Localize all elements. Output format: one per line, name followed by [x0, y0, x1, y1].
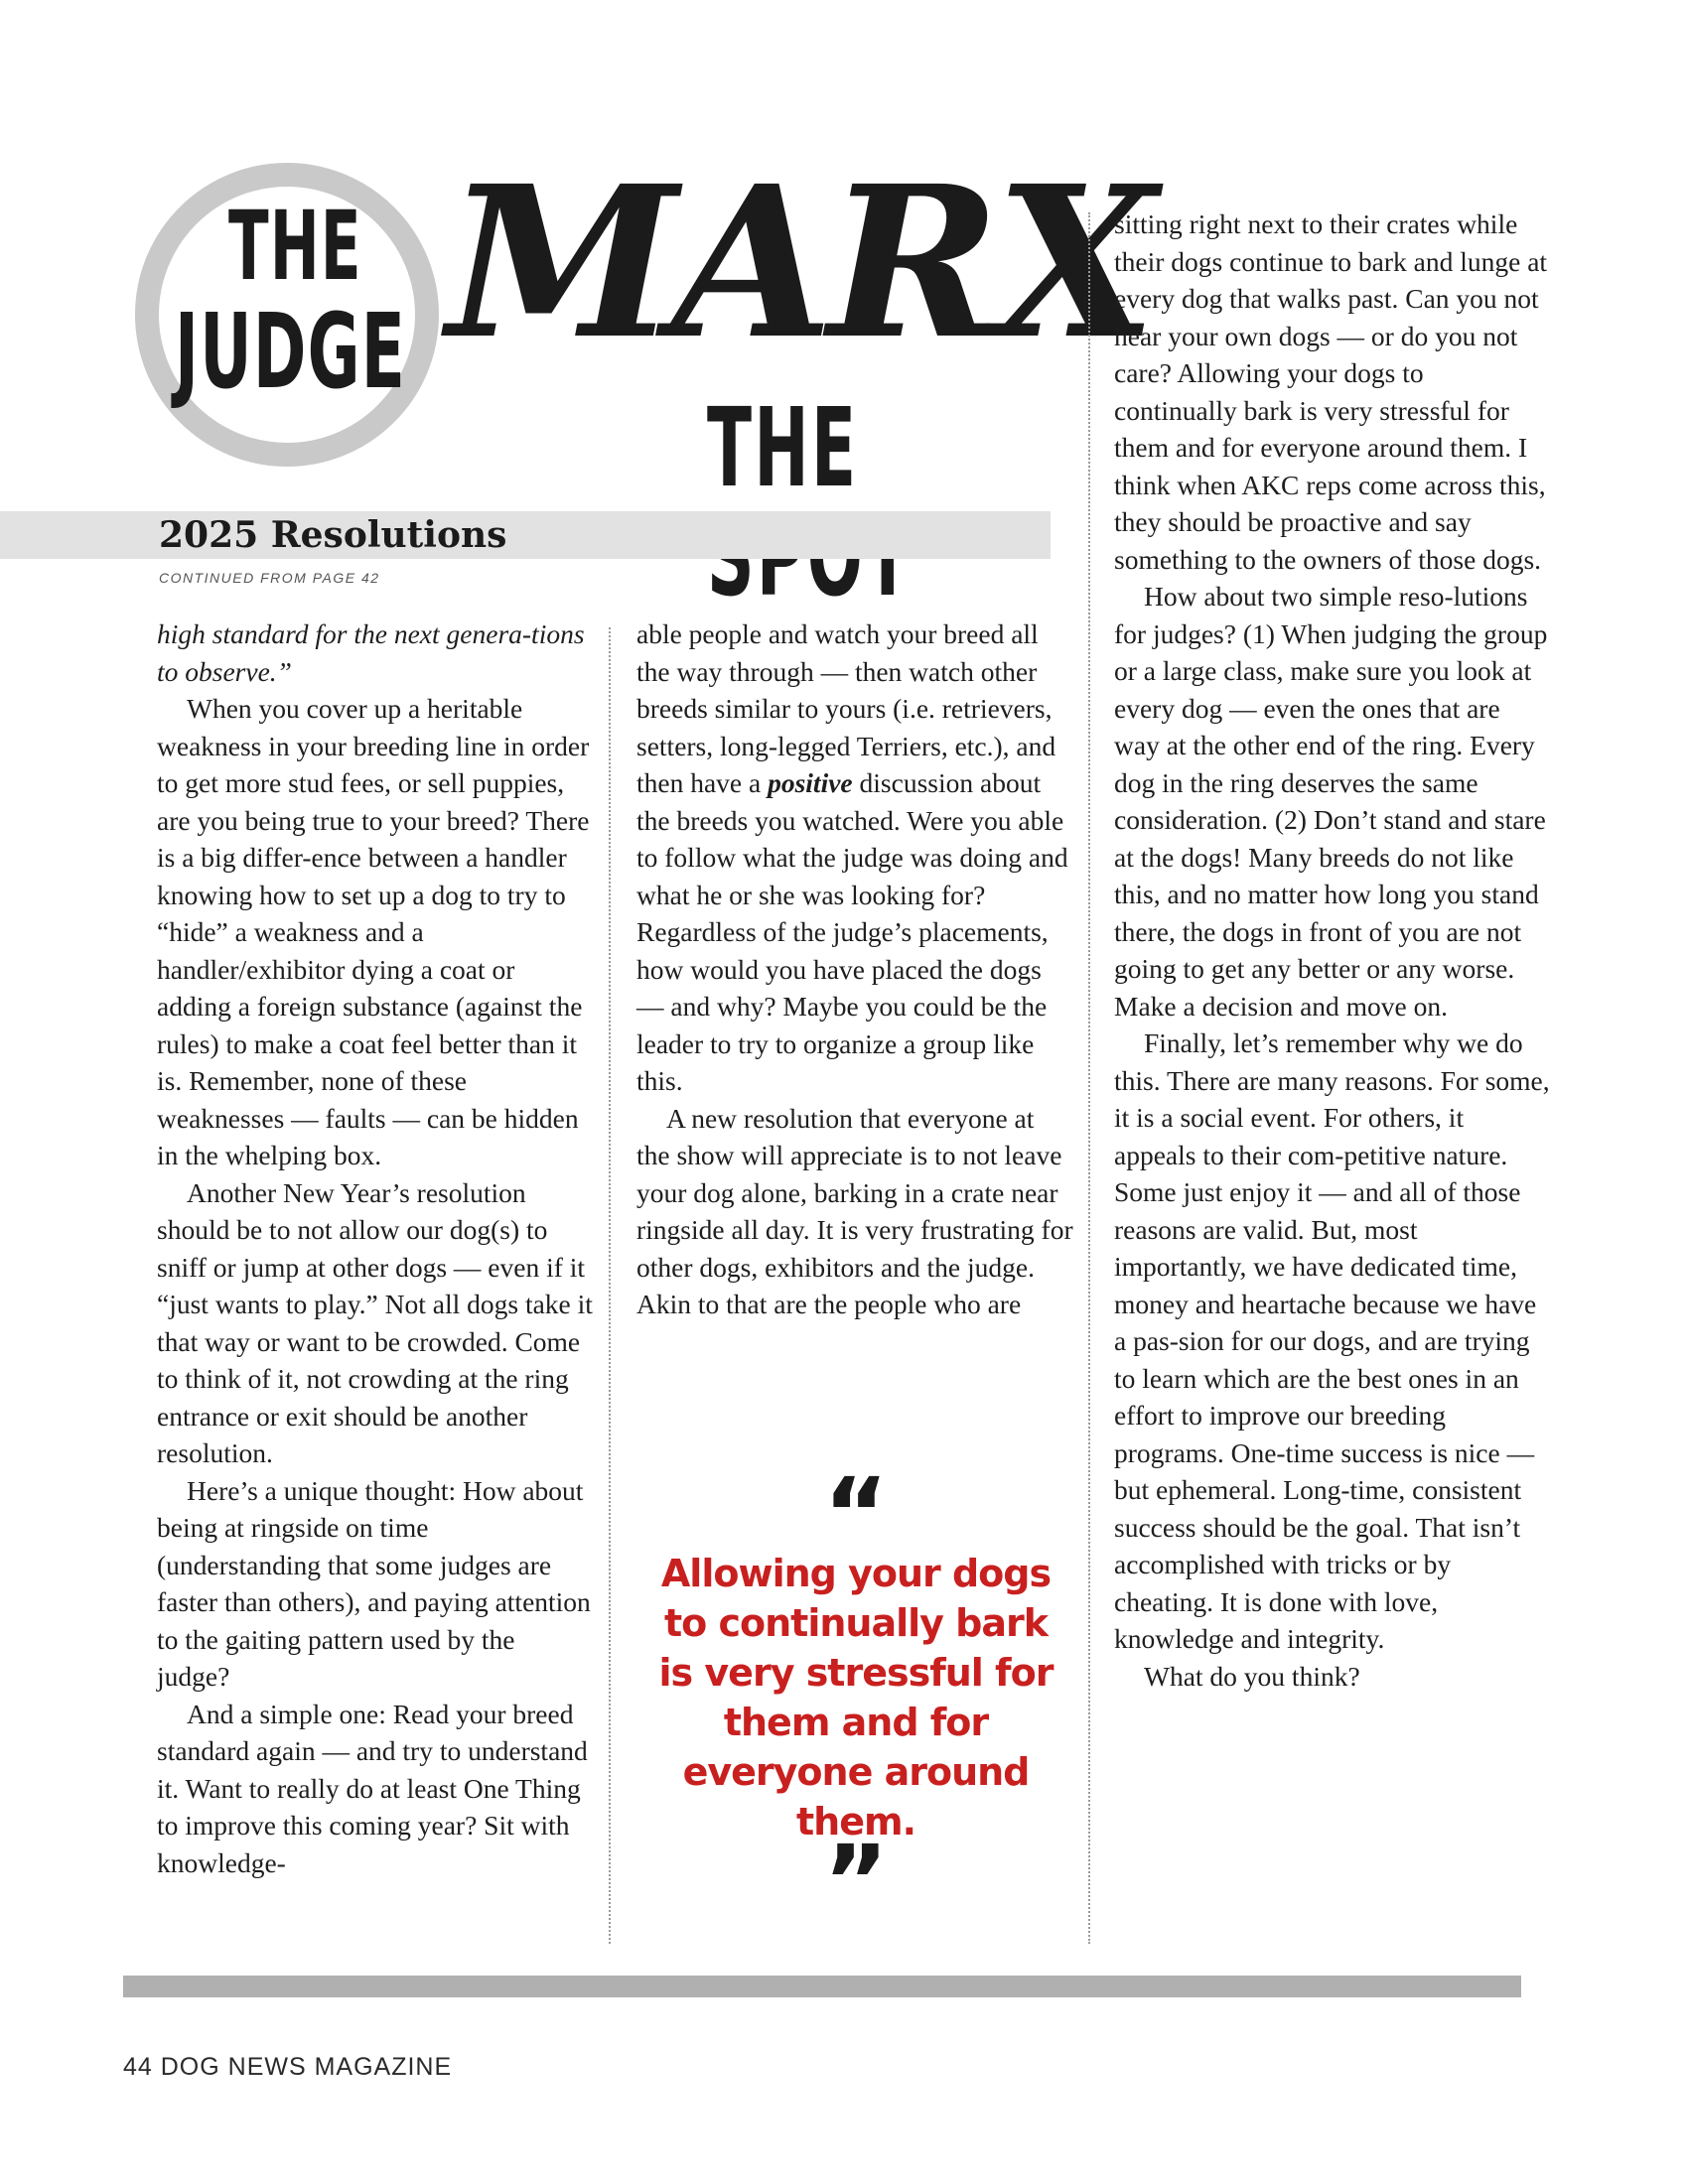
paragraph: Another New Year’s resolution should be to not allow our dog(s) to sniff or jump at other dogs — even if it “just wants to play.” Not all dogs take it that way or want to be crowded. Come to think of it, not crowding at the ring entrance or exit should be another resolution.	[157, 1176, 593, 1468]
close-quote-icon: ”	[823, 1824, 889, 1940]
logo-the-spot: THE	[707, 384, 859, 511]
section-header-bar	[0, 511, 1051, 559]
quote-ending: high standard for the next genera-tions to observe.”	[157, 618, 585, 687]
continued-note: CONTINUED FROM PAGE 42	[159, 570, 380, 586]
paragraph: When you cover up a heritable weakness in your breeding line in order to get more stud fees, or sell puppies, are you being true to your breed? There is a big differ-ence between a handler knowing how to set up a dog to try to “hide” a weakness and a handler/exhibitor dying a coat or adding a foreign substance (against the rules) to make a coat feel better than it is. Remember, none of these weaknesses — faults — can be hidden in the whelping box.	[157, 693, 590, 1170]
paragraph	[157, 615, 594, 690]
paragraph	[636, 615, 1073, 1100]
section-title: 2025 Resolutions	[159, 514, 507, 556]
paragraph: Here’s a unique thought: How about being at ringside on time (understanding that some judges are faster than others), and paying attention to the gaiting pattern used by the judge?	[157, 1474, 591, 1692]
page-footer: 44 DOG NEWS MAGAZINE	[123, 2053, 453, 2081]
emphasis: positive	[768, 767, 853, 798]
logo-the: THE	[228, 191, 362, 302]
paragraph: How about two simple reso-lutions for judges? (1) When judging the group or a large class, make sure you look at every dog — even the ones that are way at the other end of the ring. Every dog in the ring deserves the same consideration. (2) Don’t stand and stare at the dogs! Many breeds do not like this, and no matter how long you stand there, the dogs in front of you are not going to get any better or any worse. Make a decision and move on.	[1114, 581, 1548, 1022]
paragraph: Finally, let’s remember why we do this. There are many reasons. For some, it is a social event. For others, it appeals to their com-petitive nature. Some just enjoy it — and all of those reasons are valid. But, most importantly, we have dedicated time, money and heartache because we have a pas-sion for our dogs, and are trying to learn which are the best ones in an effort to improve our breeding programs. One-time success is nice — but ephemeral. Long-time, consistent success should be the goal. That isn’t accomplished with tricks or by cheating. It is done with love, knowledge and integrity.	[1114, 1027, 1550, 1654]
column-divider	[1088, 212, 1090, 1944]
paragraph: And a simple one: Read your breed standard again — and try to understand it. Want to really do at least One Thing to improve this coming year? Sit with knowledge-	[157, 1698, 588, 1878]
article-column-3	[1114, 205, 1551, 1695]
column-logo	[129, 140, 1151, 511]
text-span: discussion about the breeds you watched. Were you able to follow what the judge was doing and what he or she was looking for? Regardless of the judge’s placements, how would you have placed the dogs — and why? Maybe you could be the leader to try to organize a group like this.	[636, 767, 1068, 1096]
logo-marx: MARX	[447, 140, 1151, 385]
column-divider	[609, 627, 611, 1944]
logo-judge: JUDGE	[175, 291, 407, 412]
pull-quote	[647, 1456, 1064, 1940]
article-column-1	[157, 615, 594, 1881]
footer-rule	[123, 1976, 1521, 1997]
paragraph: sitting right next to their crates while their dogs continue to bark and lunge at every dog that walks past. Can you not hear your own dogs — or do you not care? Allowing your dogs to continually bark is very stressful for them and for everyone around them. I think when AKC reps come across this, they should be proactive and say something to the owners of those dogs.	[1114, 208, 1548, 575]
pull-quote-text: Allowing your dogs to continually bark is very stressful for them and for everyone around them.	[658, 1552, 1054, 1843]
paragraph: A new resolution that everyone at the show will appreciate is to not leave your dog alone, barking in a crate near ringside all day. It is very frustrating for other dogs, exhibitors and the judge. Akin to that are the people who are	[636, 1102, 1073, 1319]
open-quote-icon: “	[823, 1456, 889, 1572]
article-column-2	[636, 615, 1073, 1323]
text-span: able people and watch your breed all the way through — then watch other breeds similar to yours (i.e. retrievers, setters, long-legged Terriers, etc.), and then have a	[636, 618, 1056, 798]
paragraph: What do you think?	[1144, 1660, 1360, 1692]
